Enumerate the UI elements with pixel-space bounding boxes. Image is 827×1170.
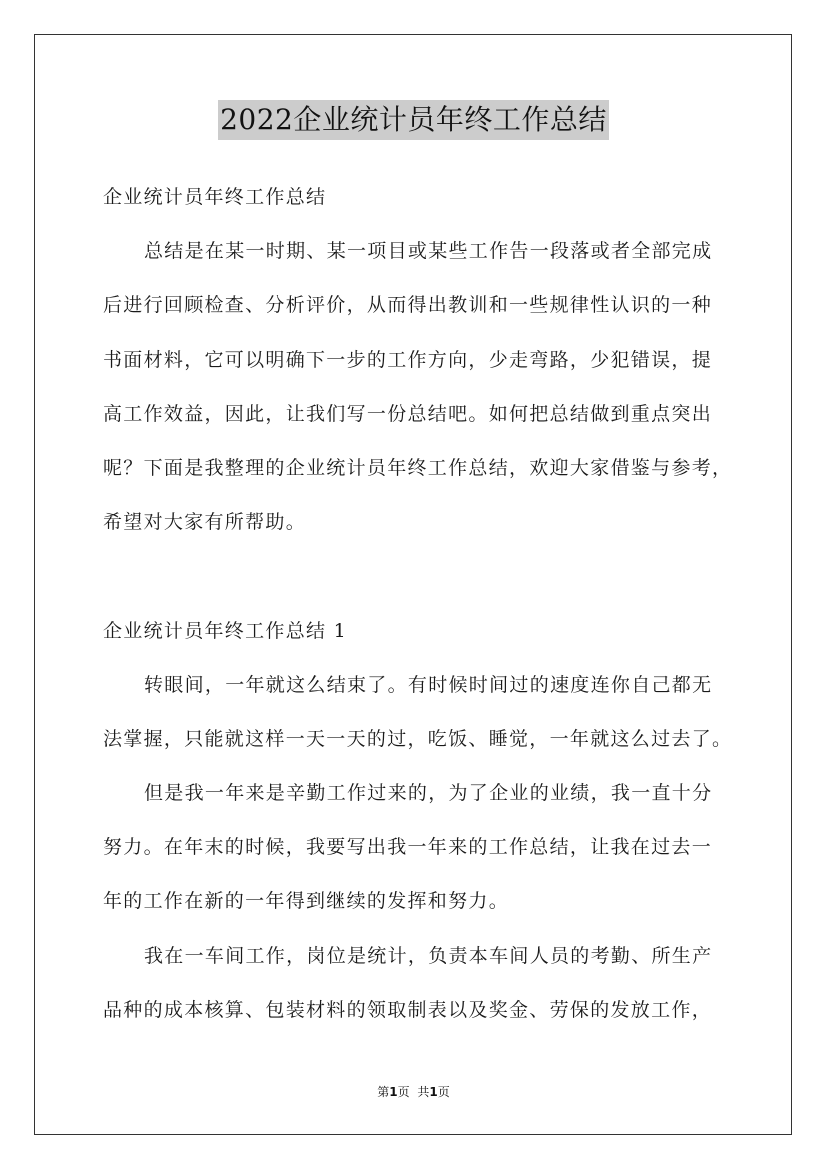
blank-line xyxy=(103,549,738,603)
total-suffix: 页 xyxy=(437,1085,450,1099)
paragraph-line: 努力。在年末的时候，我要写出我一年来的工作总结，让我在过去一 xyxy=(103,836,713,859)
paragraph-line: 书面材料，它可以明确下一步的工作方向，少走弯路，少犯错误，提 xyxy=(103,348,713,371)
total-prefix: 共 xyxy=(417,1085,430,1099)
paragraph-line: 呢？下面是我整理的企业统计员年终工作总结，欢迎大家借鉴与参考， xyxy=(103,456,733,479)
document-body xyxy=(103,170,738,1037)
paragraph-line: 年的工作在新的一年得到继续的发挥和努力。 xyxy=(103,890,510,913)
title-container xyxy=(0,100,827,140)
paragraph-line: 希望对大家有所帮助。 xyxy=(103,511,307,534)
paragraph-line: 法掌握，只能就这样一天一天的过，吃饭、睡觉，一年就这么过去了。 xyxy=(103,727,733,750)
paragraph-line: 我在一车间工作，岗位是统计，负责本车间人员的考勤、所生产 xyxy=(144,944,713,967)
page-suffix: 页 xyxy=(397,1085,410,1099)
intro-heading: 企业统计员年终工作总结 xyxy=(103,186,327,208)
paragraph-line: 高工作效益，因此，让我们写一份总结吧。如何把总结做到重点突出 xyxy=(103,402,713,425)
page-number: 1 xyxy=(389,1085,398,1099)
paragraph-line: 但是我一年来是辛勤工作过来的，为了企业的业绩，我一直十分 xyxy=(144,782,713,805)
document-title: 2022企业统计员年终工作总结 xyxy=(218,100,609,140)
paragraph-line: 后进行回顾检查、分析评价，从而得出教训和一些规律性认识的一种 xyxy=(103,294,713,317)
total-pages: 1 xyxy=(429,1085,438,1099)
page-footer xyxy=(0,1083,827,1100)
paragraph-line: 转眼间，一年就这么结束了。有时候时间过的速度连你自己都无 xyxy=(144,673,713,696)
section-heading: 企业统计员年终工作总结 1 xyxy=(103,619,348,642)
paragraph-line: 总结是在某一时期、某一项目或某些工作告一段落或者全部完成 xyxy=(144,240,713,263)
page-prefix: 第 xyxy=(377,1085,390,1099)
paragraph-line: 品种的成本核算、包装材料的领取制表以及奖金、劳保的发放工作， xyxy=(103,998,713,1021)
